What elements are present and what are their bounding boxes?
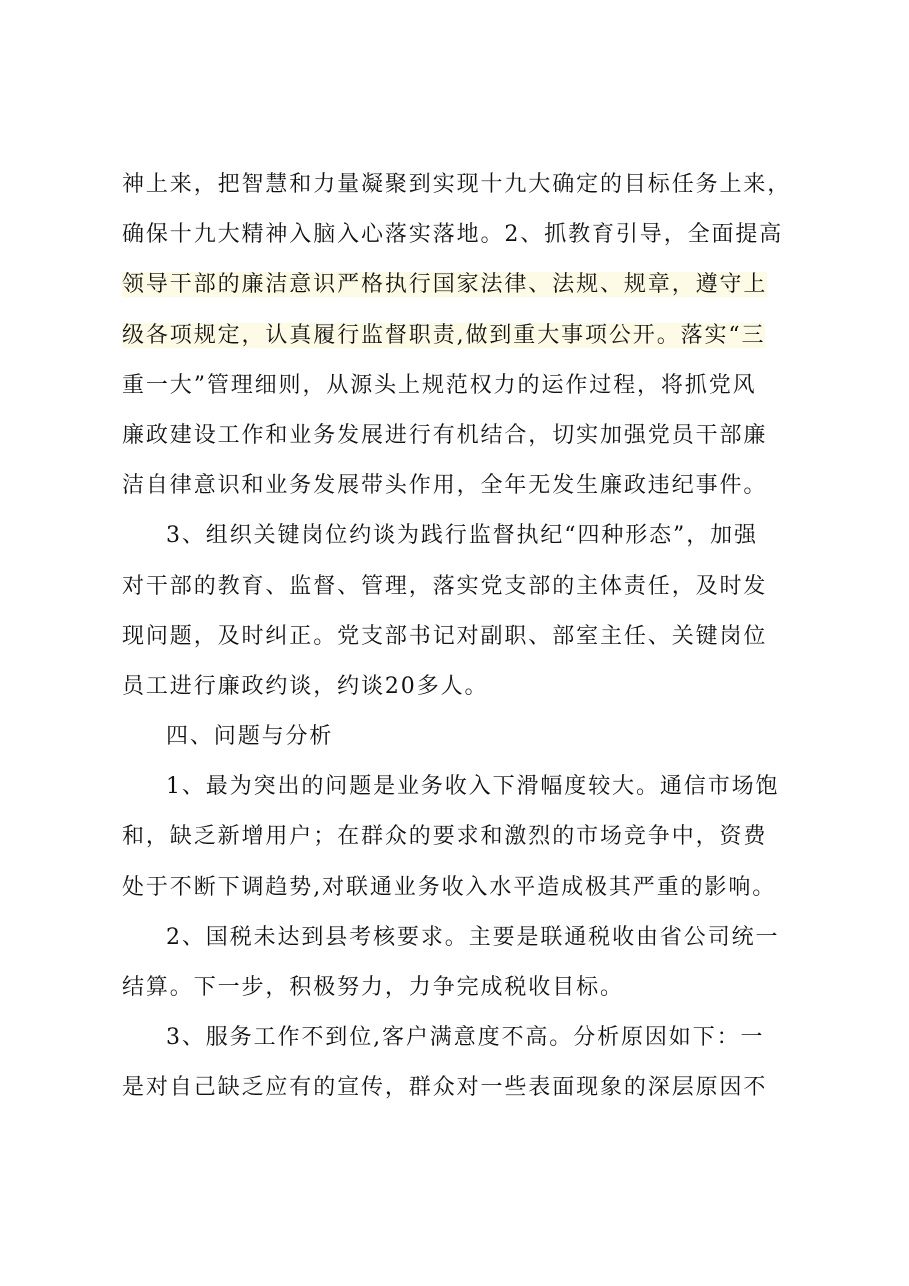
- text-line: 神上来，把智慧和力量凝聚到实现十九大确定的目标任务上来，: [122, 172, 792, 197]
- text-line: [122, 311, 812, 361]
- paragraph-start-line: 3、组织关键岗位约谈为践行监督执纪“四种形态”，加强: [166, 523, 758, 549]
- text-line: 重一大”管理细则，从源头上规范权力的运作过程，将抓党风: [122, 372, 757, 398]
- text-line: 现问题，及时纠正。党支部书记对副职、部室主任、关键岗位: [122, 623, 768, 649]
- highlighted-text: 领导干部的廉洁意识严格执行国家法律、法规、规章，遵守上: [122, 272, 768, 298]
- text-line: 对干部的教育、监督、管理，落实党支部的主体责任，及时发: [122, 573, 768, 599]
- paragraph-start-line: 2、国税未达到县考核要求。主要是联通税收由省公司统一: [166, 924, 780, 950]
- text-line: 员工进行廉政约谈，约谈20多人。: [122, 673, 489, 699]
- document-body: [122, 160, 812, 1114]
- section-heading: 四、问题与分析: [166, 724, 334, 750]
- paragraph-start-line: 3、服务工作不到位,客户满意度不高。分析原因如下：一: [166, 1025, 765, 1051]
- highlighted-text: 级各项规定，认真履行监督职责,做到重大事项公开。落实“三: [122, 322, 766, 348]
- text-line: 是对自己缺乏应有的宣传，群众对一些表面现象的深层原因不: [122, 1075, 768, 1101]
- text-line: 廉政建设工作和业务发展进行有机结合，切实加强党员干部廉: [122, 422, 768, 448]
- text-line: 确保十九大精神入脑入心落实落地。2、抓教育引导，全面提高: [122, 222, 784, 248]
- text-line: 处于不断下调趋势,对联通业务收入水平造成极其严重的影响。: [122, 874, 777, 900]
- text-line: 洁自律意识和业务发展带头作用，全年无发生廉政违纪事件。: [122, 473, 768, 499]
- text-line: [122, 260, 812, 310]
- text-line: 结算。下一步，积极努力，力争完成税收目标。: [122, 975, 624, 1000]
- text-line: 和，缺乏新增用户；在群众的要求和激烈的市场竞争中，资费: [122, 824, 768, 850]
- paragraph-start-line: 1、最为突出的问题是业务收入下滑幅度较大。通信市场饱: [166, 774, 780, 800]
